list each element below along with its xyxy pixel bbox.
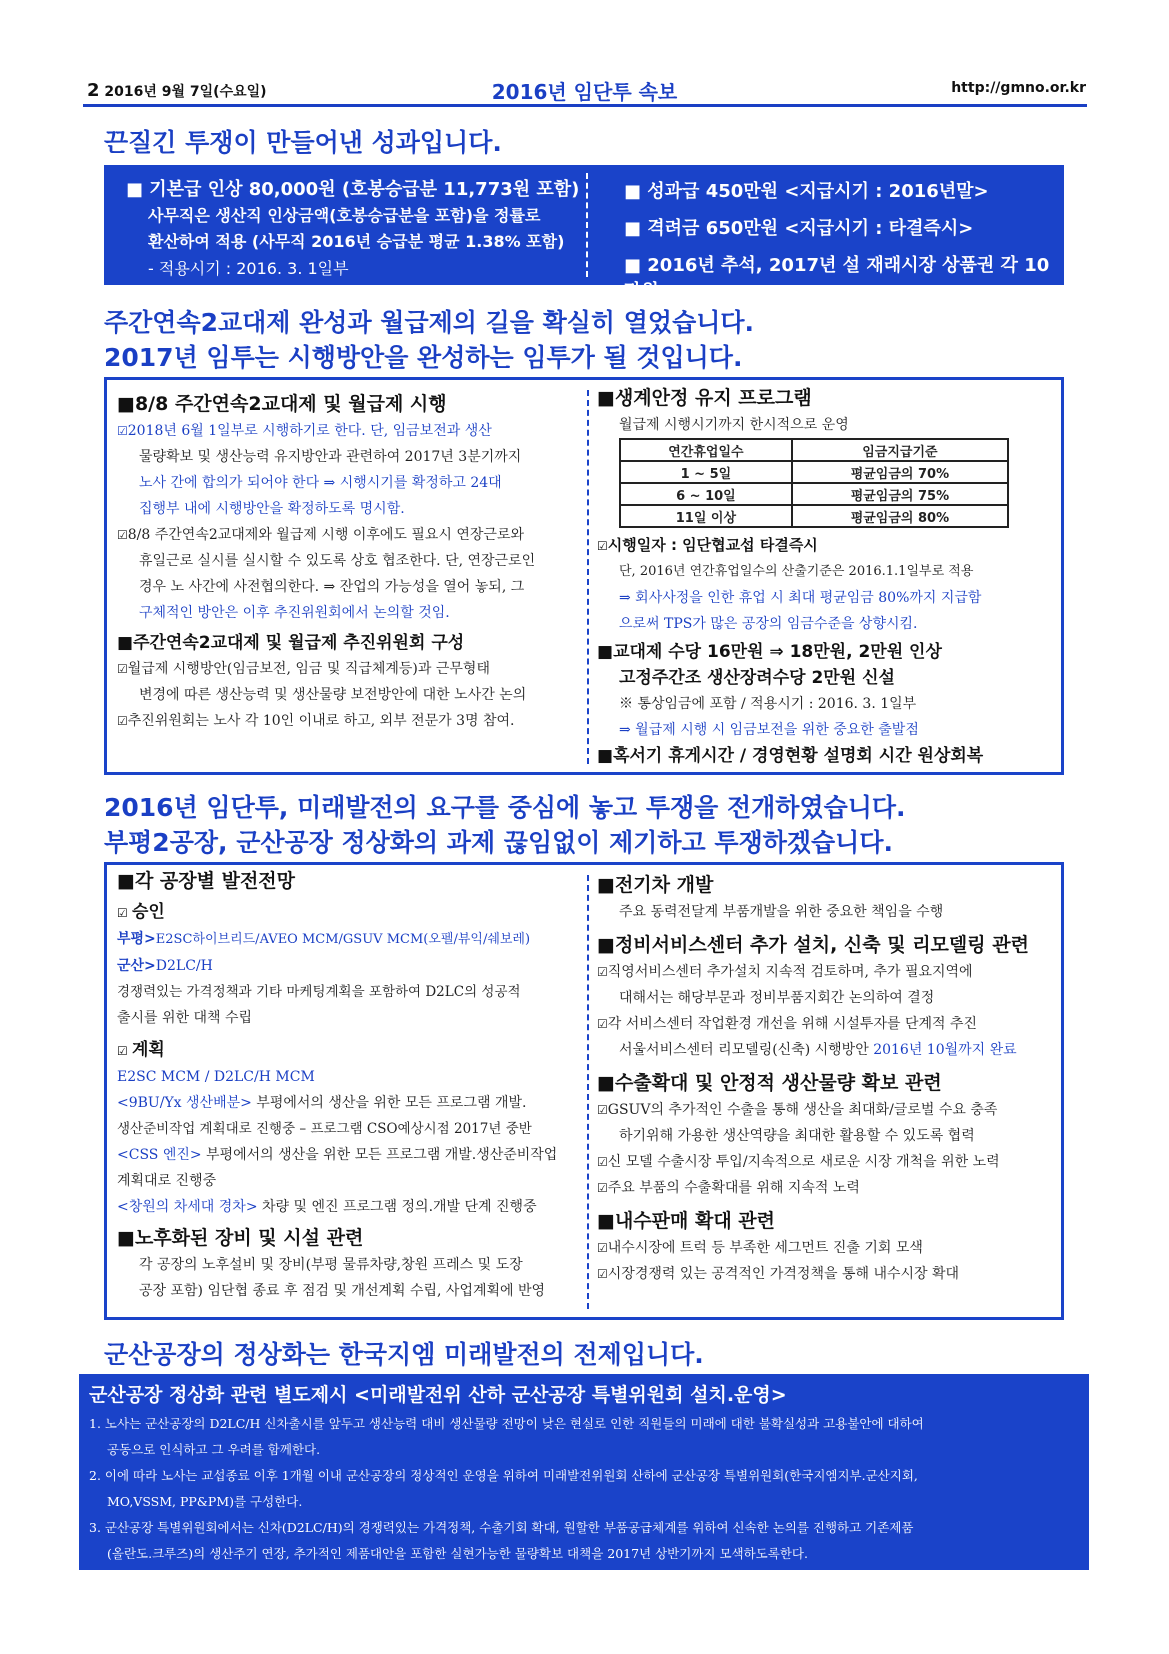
- gunsan-item2a: 2. 이에 따라 노사는 교섭종료 이후 1개월 이내 군산공장의 정상적인 운영을 위하여 미래발전위원회 산하에 군산공장 특별위원회(한국지엠지부.군산지회,: [89, 1468, 918, 1483]
- column-divider: [587, 875, 589, 1309]
- aging-p2a: 각 공장의 노후설비 및 장비(부평 물류차량,창원 프레스 및 도장: [139, 1257, 523, 1273]
- shift-p1b: 물량확보 및 생산능력 유지방안과 관련하여 2017년 3분기까지: [139, 449, 522, 465]
- base-pay-line: ■ 기본급 인상 80,000원 (호봉승급분 11,773원 포함): [126, 179, 580, 200]
- gunsan-item3b: (올란도.크루즈)의 생산주기 연장, 추가적인 제품대안을 포함한 실현가능한 물량확보 대책을 2017년 상반기까지 모색하도록한다.: [107, 1546, 808, 1561]
- break-time-heading: ■ 혹서기 휴게시간 / 경영현황 설명회 시간 원상회복: [597, 743, 1057, 769]
- outlook-p1a: 경쟁력있는 가격정책과 기타 마케팅계획을 포함하여 D2LC의 성공적: [117, 984, 521, 1000]
- shift-p1d: 집행부 내에 시행방안을 확정하도록 명시함.: [139, 501, 405, 517]
- committee-p3b: 변경에 따른 생산능력 및 생산물량 보전방안에 대한 노사간 논의: [139, 687, 527, 703]
- shift-p2a: 8/8 주간연속2교대제와 월급제 시행 이후에도 필요시 연장근로와: [127, 527, 525, 543]
- checkbox-icon: ☑: [597, 965, 608, 979]
- domestic-sales-heading: ■ 내수판매 확대 관련: [597, 1207, 1057, 1235]
- livelihood-p1: 월급제 시행시기까지 한시적으로 운영: [619, 417, 849, 433]
- aging-equipment-heading: ■ 노후화된 장비 및 시설 관련: [117, 1224, 582, 1252]
- gunsan-item3a: 3. 군산공장 특별위원회에서는 신차(D2LC/H)의 경쟁력있는 가격정책, 수출기회 확대, 원할한 부품공급체계를 위하여 신속한 논의를 진행하고 기존제품: [89, 1520, 914, 1535]
- shift-p1a: 2018년 6월 1일부로 시행하기로 한다. 단, 임금보전과 생산: [127, 423, 492, 439]
- livelihood-p3: 단, 2016년 연간휴업일수의 산출기준은 2016.1.1일부로 적용: [619, 564, 974, 579]
- wage-table: [619, 438, 1009, 528]
- table-row: [620, 461, 1008, 483]
- base-pay-note1: 사무직은 생산직 인상금액(호봉승급분을 포함)을 정률로: [148, 206, 541, 225]
- checkbox-icon: ☑: [117, 906, 132, 920]
- livelihood-p4b: 으로써 TPS가 많은 공장의 임금수준을 상향시킴.: [619, 616, 918, 632]
- section4-heading: 군산공장의 정상화는 한국지엠 미래발전의 전제입니다.: [104, 1340, 704, 1369]
- allowance-heading2: 고정주간조 생산장려수당 2만원 신설: [619, 668, 895, 688]
- plan3-line2: 계획대로 진행중: [117, 1173, 217, 1189]
- service-p3b-deadline: 2016년 10월까지 완료: [873, 1042, 1017, 1058]
- service-center-heading: ■ 정비서비스센터 추가 설치, 신축 및 리모델링 관련: [597, 931, 1057, 959]
- newsletter-title: 2016년 임단투 속보: [491, 80, 678, 104]
- checkbox-icon: ☑: [597, 1241, 608, 1255]
- export-p6: 주요 부품의 수출확대를 위해 지속적 노력: [607, 1180, 860, 1196]
- service-p2a: 직영서비스센터 추가설치 지속적 검토하며, 추가 필요지역에: [607, 964, 973, 980]
- plan-subheading: 계획: [131, 1040, 165, 1060]
- box-divider: [586, 173, 588, 277]
- checkbox-icon: ☑: [117, 662, 128, 676]
- gunsan-text: D2LC/H: [155, 958, 213, 974]
- incentive-bonus: ■ 격려금 650만원 <지급시기 : 타결즉시>: [624, 218, 974, 239]
- service-p3a: 각 서비스센터 작업환경 개선을 위해 시설투자를 단계적 추진: [607, 1016, 978, 1032]
- column-divider: [587, 390, 589, 764]
- allowance-note: ※ 통상임금에 포함 / 적용시기 : 2016. 3. 1일부: [619, 696, 917, 712]
- livelihood-p4a: ⇒ 회사사정을 인한 휴업 시 최대 평균임금 80%까지 지급함: [619, 590, 982, 606]
- table-header-cell: 연간휴업일수: [620, 439, 792, 461]
- service-p2b: 대해서는 해당부문과 정비부품지회간 논의하여 결정: [619, 990, 935, 1006]
- section2-right-column: [597, 384, 1057, 769]
- export-p4a: GSUV의 추가적인 수출을 통해 생산을 최대화/글로벌 수요 충족: [607, 1102, 998, 1118]
- table-cell: 11일 이상: [620, 505, 792, 527]
- gunsan-item1b: 공동으로 인식하고 그 우려를 함께한다.: [107, 1442, 321, 1457]
- checkbox-icon: ☑: [597, 1017, 608, 1031]
- plan2-tag: <9BU/Yx 생산배분>: [117, 1095, 252, 1111]
- gift-voucher: ■ 2016년 추석, 2017년 설 재래시장 상품권 각 10만원: [624, 255, 1050, 302]
- shift-p2b: 휴일근로 실시를 실시할 수 있도록 상호 협조한다. 단, 연장근로인: [139, 553, 536, 569]
- section1-heading: 끈질긴 투쟁이 만들어낸 성과입니다.: [104, 128, 502, 157]
- allowance-heading: ■ 교대제 수당 16만원 ⇒ 18만원, 2만원 인상: [597, 639, 1057, 665]
- performance-bonus: ■ 성과급 450만원 <지급시기 : 2016년말>: [624, 181, 989, 202]
- bupyeong-text: E2SC하이브리드/AVEO MCM/GSUV MCM(오펠/뷰익/쉐보레): [155, 932, 531, 947]
- outlook-p1b: 출시를 위한 대책 수립: [117, 1010, 253, 1026]
- domestic-p8: 시장경쟁력 있는 공격적인 가격정책을 통해 내수시장 확대: [607, 1266, 960, 1282]
- section2-heading1: 주간연속2교대제 완성과 월급제의 길을 확실히 열었습니다.: [104, 308, 755, 337]
- plant-outlook-heading: ■ 각 공장별 발전전망: [117, 867, 582, 895]
- committee-heading: ■ 주간연속2교대제 및 월급제 추진위원회 구성: [117, 630, 582, 656]
- table-cell: 1 ~ 5일: [620, 461, 792, 483]
- gunsan-box-title: 군산공장 정상화 관련 별도제시 <미래발전위 산하 군산공장 특별위원회 설치.운영>: [89, 1384, 787, 1406]
- service-p3b: 서울서비스센터 리모델링(신축) 시행방안: [619, 1042, 874, 1058]
- allowance-arrow: ⇒ 월급제 시행 시 임금보전을 위한 중요한 출발점: [619, 722, 919, 738]
- table-row: [620, 505, 1008, 527]
- section2-left-column: [117, 390, 582, 734]
- checkbox-icon: ☑: [117, 528, 128, 542]
- aging-p2b: 공장 포함) 임단협 종료 후 점검 및 개선계획 수립, 사업계획에 반영: [139, 1283, 546, 1299]
- bupyeong-label: 부평>: [117, 931, 156, 947]
- checkbox-icon: ☑: [597, 1155, 608, 1169]
- plan3-text: 부평에서의 생산을 위한 모든 프로그램 개발.생산준비작업: [201, 1147, 558, 1163]
- checkbox-icon: ☑: [597, 1103, 608, 1117]
- plan2-text: 부평에서의 생산을 위한 모든 프로그램 개발.: [251, 1095, 527, 1111]
- base-pay-note2: 환산하여 적용 (사무직 2016년 승급분 평균 1.38% 포함): [148, 232, 565, 251]
- checkbox-icon: ☑: [117, 424, 128, 438]
- section3-frame: [104, 862, 1064, 1320]
- section3-heading2: 부평2공장, 군산공장 정상화의 과제 끊임없이 제기하고 투쟁하겠습니다.: [104, 828, 893, 857]
- table-cell: 평균임금의 80%: [792, 505, 1008, 527]
- plan4-tag: <창원의 차세대 경차>: [117, 1199, 258, 1215]
- plan-line1: E2SC MCM / D2LC/H MCM: [117, 1069, 315, 1085]
- plan2-line2: 생산준비작업 계획대로 진행중 – 프로그램 CSO예상시점 2017년 중반: [117, 1121, 532, 1137]
- gunsan-label: 군산>: [117, 958, 156, 974]
- checkbox-icon: ☑: [117, 714, 128, 728]
- shift-system-heading: ■ 8/8 주간연속2교대제 및 월급제 시행: [117, 390, 582, 418]
- table-row: [620, 483, 1008, 505]
- export-heading: ■ 수출확대 및 안정적 생산물량 확보 관련: [597, 1069, 1057, 1097]
- plan3-tag: <CSS 엔진>: [117, 1147, 202, 1163]
- checkbox-icon: ☑: [117, 1044, 132, 1058]
- header-divider: [83, 104, 1087, 107]
- gunsan-item1a: 1. 노사는 군산공장의 D2LC/H 신차출시를 앞두고 생산능력 대비 생산물량 전망이 낮은 현실로 인한 직원들의 미래에 대한 불확실성과 고용불안에 대하여: [89, 1416, 924, 1431]
- shift-p2d: 구체적인 방안은 이후 추진위원회에서 논의할 것임.: [139, 605, 450, 621]
- table-cell: 평균임금의 75%: [792, 483, 1008, 505]
- table-row: [620, 439, 1008, 461]
- page-number: 2: [87, 80, 100, 101]
- table-cell: 6 ~ 10일: [620, 483, 792, 505]
- section3-right-column: [597, 871, 1057, 1287]
- section2-heading2: 2017년 임투는 시행방안을 완성하는 임투가 될 것입니다.: [104, 343, 743, 372]
- section2-frame: [104, 377, 1064, 775]
- checkbox-icon: ☑: [597, 1267, 608, 1281]
- ev-heading: ■ 전기차 개발: [597, 871, 1057, 899]
- shift-p1c: 노사 간에 합의가 되어야 한다 ⇒ 시행시기를 확정하고 24대: [139, 475, 502, 491]
- export-p4b: 하기위해 가용한 생산역량을 최대한 활용할 수 있도록 협력: [619, 1128, 975, 1144]
- section3-heading1: 2016년 임단투, 미래발전의 요구를 중심에 놓고 투쟁을 전개하였습니다.: [104, 793, 906, 822]
- domestic-p7: 내수시장에 트럭 등 부족한 세그먼트 진출 기회 모색: [607, 1240, 923, 1256]
- effective-date: 시행일자 : 임단협교섭 타결즉시: [607, 536, 818, 554]
- gunsan-item2b: MO,VSSM, PP&PM)를 구성한다.: [107, 1494, 303, 1509]
- committee-p3a: 월급제 시행방안(임금보전, 임금 및 직급체계등)과 근무형태: [127, 661, 490, 677]
- achievements-box: [104, 165, 1064, 302]
- gunsan-committee-box: [79, 1374, 1089, 1570]
- export-p5: 신 모델 수출시장 투입/지속적으로 새로운 시장 개척을 위한 노력: [607, 1154, 1000, 1170]
- approved-subheading: 승인: [131, 902, 165, 922]
- base-pay-date: - 적용시기 : 2016. 3. 1일부: [148, 259, 349, 278]
- livelihood-heading: ■ 생계안정 유지 프로그램: [597, 384, 1057, 412]
- plan4-text: 차량 및 엔진 프로그램 정의.개발 단계 진행중: [257, 1199, 537, 1215]
- committee-p4: 추진위원회는 노사 각 10인 이내로 하고, 외부 전문가 3명 참여.: [127, 713, 515, 729]
- checkbox-icon: ☑: [597, 1181, 608, 1195]
- ev-p1: 주요 동력전달계 부품개발을 위한 중요한 책임을 수행: [619, 904, 944, 920]
- checkbox-icon: ☑: [597, 539, 608, 553]
- section3-left-column: [117, 867, 582, 1304]
- table-header-cell: 임금지급기준: [792, 439, 1008, 461]
- table-cell: 평균임금의 70%: [792, 461, 1008, 483]
- shift-p2c: 경우 노 사간에 사전협의한다. ⇒ 잔업의 가능성을 열어 놓되, 그: [139, 579, 525, 595]
- issue-date: 2016년 9월 7일(수요일): [104, 84, 267, 100]
- site-url[interactable]: http://gmno.or.kr: [951, 80, 1086, 96]
